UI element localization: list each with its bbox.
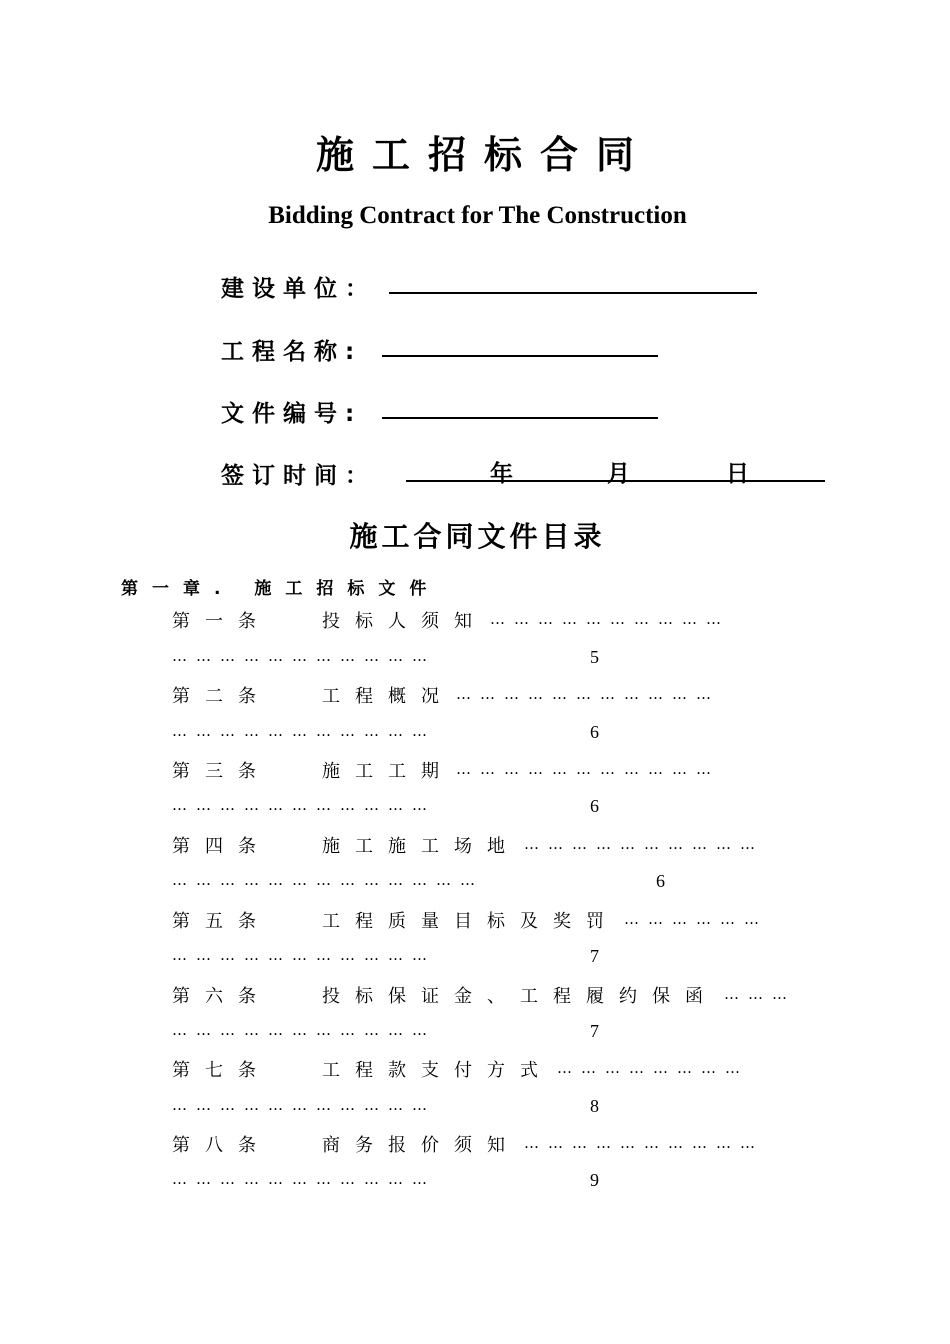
field-label-project-name: 工程名称: [221,339,363,365]
toc-leader-dots: …………………………… [172,1021,436,1039]
toc-item-number: 第七条 [172,1060,271,1081]
field-label-document-number: 文件编号: [221,401,363,427]
toc-item-number: 第二条 [172,686,271,707]
toc-leader-dots: …………………………… [172,1096,436,1114]
toc-item-title[interactable]: 工程款支付方式 [322,1060,553,1081]
field-line-document-number[interactable] [382,417,658,419]
toc-leader-dots: ………………………… [524,835,764,853]
toc-item-number: 第六条 [172,986,271,1007]
toc-item-title[interactable]: 施工施工场地 [322,836,520,857]
toc-page-number[interactable]: 8 [590,1096,599,1116]
toc-leader-dots: …………………………… [172,796,436,814]
toc-leader-dots: ……………… [624,910,768,928]
toc-item-title[interactable]: 商务报价须知 [322,1135,520,1156]
toc-leader-dots: ………………………… [490,610,730,628]
date-year-label: 年 [490,461,513,487]
toc-page-number[interactable]: 7 [590,946,599,966]
toc-leader-dots: …………………………… [172,722,436,740]
toc-title: 施工合同文件目录 [349,520,606,553]
toc-leader-dots: ……… [724,985,796,1003]
toc-item-title[interactable]: 工程概况 [322,686,454,707]
field-line-project-name[interactable] [382,355,658,357]
toc-item-number: 第八条 [172,1135,271,1156]
document-subtitle: Bidding Contract for The Construction [268,202,687,229]
toc-item-title[interactable]: 施工工期 [322,761,454,782]
toc-page-number[interactable]: 6 [590,796,599,816]
date-day-label: 日 [726,461,749,487]
toc-chapter-title: 第一章. 施工招标文件 [121,579,441,599]
toc-leader-dots: ………………………… [524,1134,764,1152]
toc-page-number[interactable]: 9 [590,1170,599,1190]
toc-page-number[interactable]: 6 [656,871,665,891]
field-label-construction-unit: 建设单位： [221,276,376,302]
toc-page-number[interactable]: 5 [590,647,599,667]
date-month-label: 月 [607,461,630,487]
document-title: 施工招标合同 [315,133,652,177]
field-line-construction-unit[interactable] [389,292,757,294]
toc-leader-dots: …………………………… [456,685,720,703]
toc-item-number: 第三条 [172,761,271,782]
field-label-signing-date: 签订时间： [221,463,376,489]
toc-leader-dots: …………………………… [456,760,720,778]
toc-item-number: 第四条 [172,836,271,857]
toc-page-number[interactable]: 6 [590,722,599,742]
toc-page-number[interactable]: 7 [590,1021,599,1041]
toc-item-title[interactable]: 投标保证金、工程履约保函 [322,986,718,1007]
toc-leader-dots: …………………………… [172,946,436,964]
toc-leader-dots: ………………………………… [172,871,484,889]
toc-item-title[interactable]: 工程质量目标及奖罚 [322,911,619,932]
toc-item-title[interactable]: 投标人须知 [322,611,487,632]
toc-item-number: 第一条 [172,611,271,632]
toc-leader-dots: …………………………… [172,647,436,665]
toc-leader-dots: …………………… [557,1059,749,1077]
toc-leader-dots: …………………………… [172,1170,436,1188]
toc-item-number: 第五条 [172,911,271,932]
